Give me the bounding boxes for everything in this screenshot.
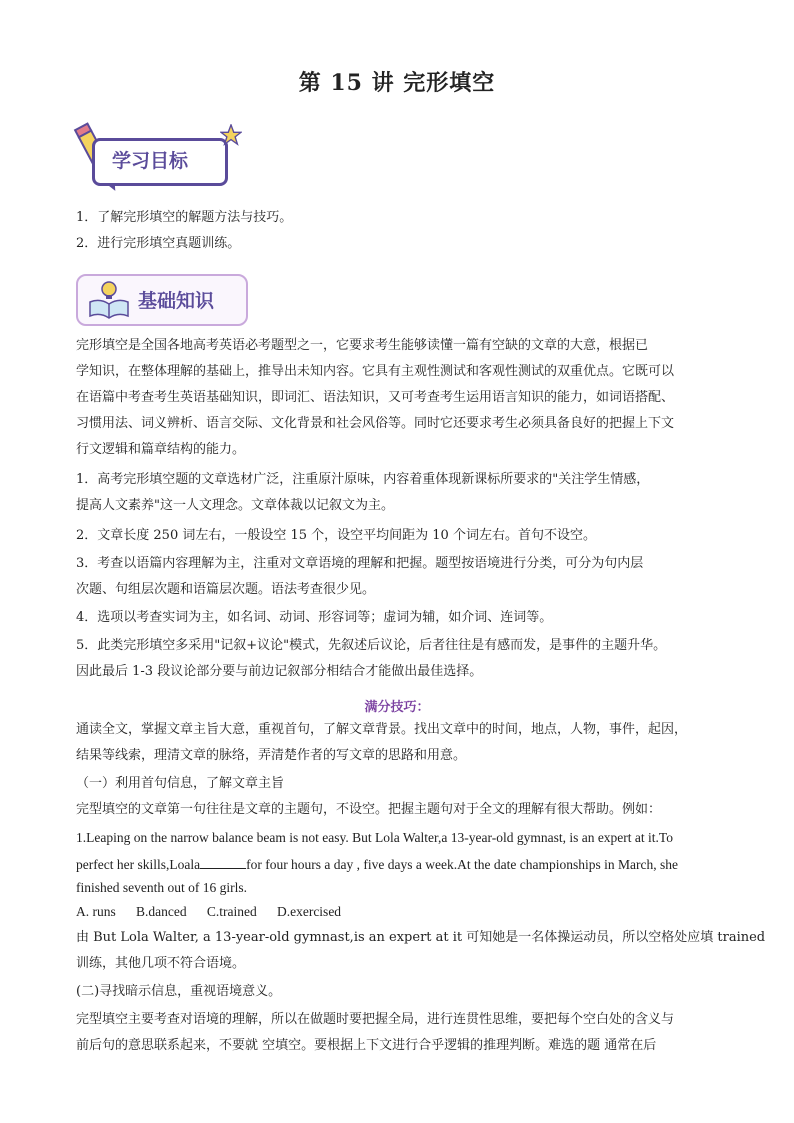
section-label: 基础知识 <box>138 290 215 312</box>
point-line: 2．文章长度 250 词左右，一般设空 15 个，设空平均间距为 10 个词左右。首句不设空。 <box>76 528 596 543</box>
explanation-line: 前后句的意思联系起来，不要就 空填空。要根据上下文进行合乎逻辑的推理判断。难选的题 通常在后 <box>76 1038 657 1053</box>
point-line: 提高人文素养"这一人文理念。文章体裁以记叙文为主。 <box>76 498 394 513</box>
intro-line: 行文逻辑和篇章结构的能力。 <box>76 442 246 457</box>
example-text-after-blank: for four hours a day , five days a week.At the date championships in March, she <box>246 857 678 872</box>
tips-line: （一）利用首句信息，了解文章主旨 <box>76 776 285 791</box>
section-banner-basics <box>76 272 251 328</box>
example-text-before-blank: perfect her skills,Loala <box>76 857 201 872</box>
explanation-line: 训练，其他几项不符合语境。 <box>76 956 246 971</box>
point-line: 1．高考完形填空题的文章选材广泛，注重原汁原味，内容着重体现新课标所要求的"关注学生情感， <box>76 472 650 487</box>
book-lightbulb-icon <box>86 278 132 320</box>
intro-line: 完形填空是全国各地高考英语必考题型之一，它要求考生能够读懂一篇有空缺的文章的大意，根据已 <box>76 338 649 353</box>
example-line <box>76 856 722 873</box>
intro-line: 学知识，在整体理解的基础上，推导出未知内容。它具有主观性测试和客观性测试的双重优点。它既可以 <box>76 364 675 379</box>
section-label: 学习目标 <box>112 150 189 172</box>
explanation-line: 由 But Lola Walter, a 13-year-old gymnast,is an expert at it 可知她是一名体操运动员，所以空格处应填 trained <box>76 930 766 945</box>
tips-heading: 满分技巧： <box>364 700 430 715</box>
explanation-line: 完型填空主要考查对语境的理解，所以在做题时要把握全局，进行连贯性思维，要把每个空白处的含义与 <box>76 1012 675 1027</box>
intro-line: 习惯用法、词义辨析、语言交际、文化背景和社会风俗等。同时它还要求考生必须具备良好的把握上下文 <box>76 416 675 431</box>
tips-line: 完型填空的文章第一句往往是文章的主题句，不设空。把握主题句对于全文的理解有很大帮助。例如： <box>76 802 662 817</box>
section-banner-objectives <box>70 120 240 200</box>
page-title: 第 15 讲 完形填空 <box>298 70 496 96</box>
example-line: 1.Leaping on the narrow balance beam is not easy. But Lola Walter,a 13-year-old gymnast, is an expert at it.To <box>76 830 673 845</box>
tips-line: 结果等线索，理清文章的脉络，弄清楚作者的写文章的思路和用意。 <box>76 748 467 763</box>
point-line: 5．此类完形填空多采用"记叙+议论"模式，先叙述后议论，后者往往是有感而发，是事件的主题升华。 <box>76 638 667 653</box>
star-icon <box>220 124 242 146</box>
objective-line: 2．进行完形填空真题训练。 <box>76 236 241 251</box>
objective-line: 1．了解完形填空的解题方法与技巧。 <box>76 210 293 225</box>
point-line: 3．考查以语篇内容理解为主，注重对文章语境的理解和把握。题型按语境进行分类，可分为句内层 <box>76 556 644 571</box>
answer-options: A. runs B.danced C.trained D.exercised <box>76 904 342 919</box>
explanation-line: (二)寻找暗示信息，重视语境意义。 <box>76 984 282 999</box>
point-line: 4．选项以考查实词为主，如名词、动词、形容词等；虚词为辅，如介词、连词等。 <box>76 610 553 625</box>
point-line: 次题、句组层次题和语篇层次题。语法考查很少见。 <box>76 582 376 597</box>
intro-line: 在语篇中考查考生英语基础知识，即词汇、语法知识，又可考查考生运用语言知识的能力，如词语搭配、 <box>76 390 675 405</box>
answer-blank <box>200 856 246 869</box>
example-line: finished seventh out of 16 girls. <box>76 880 247 895</box>
point-line: 因此最后 1-3 段议论部分要与前边记叙部分相结合才能做出最佳选择。 <box>76 664 483 679</box>
tips-line: 通读全文，掌握文章主旨大意，重视首句，了解文章背景。找出文章中的时间，地点，人物，事件，起因， <box>76 722 688 737</box>
